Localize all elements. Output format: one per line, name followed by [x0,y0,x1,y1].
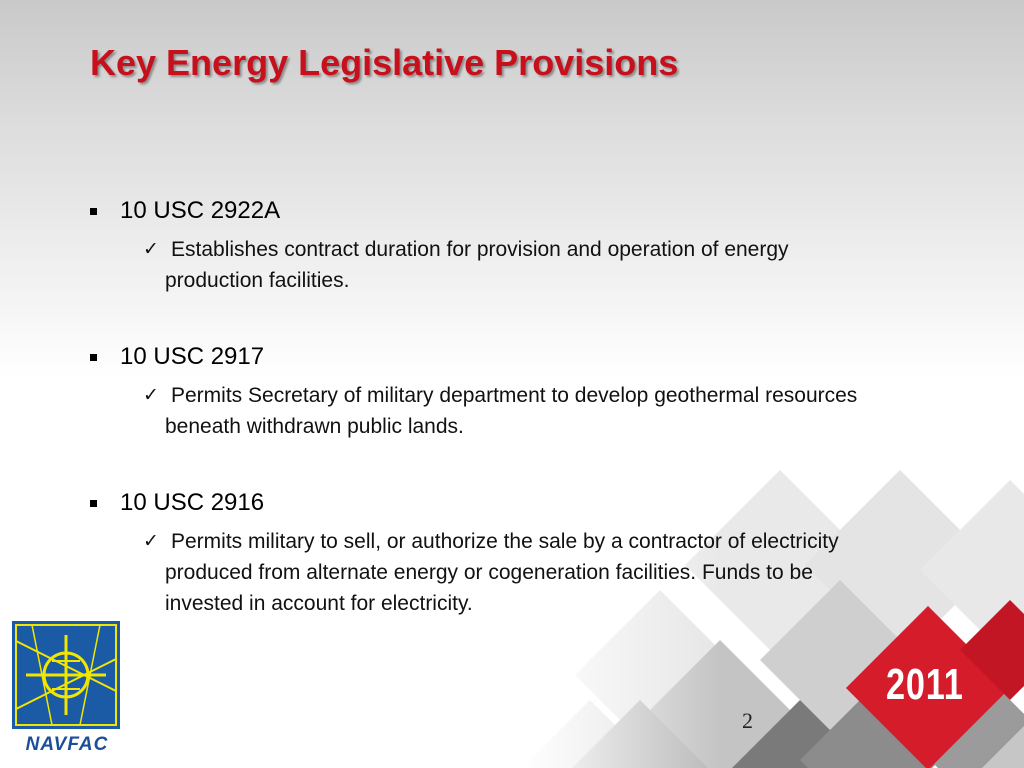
square-bullet-icon [90,354,97,361]
list-item-detail-row [88,526,885,619]
list-item [88,488,988,619]
list-item-heading-row [88,342,988,372]
list-item [88,342,988,442]
list-item-detail: Permits Secretary of military department to develop geothermal resources beneath withdrawn public lands. [165,384,858,438]
list-item-detail: Establishes contract duration for provision and operation of energy production facilities. [165,238,789,292]
list-item-detail: Permits military to sell, or authorize the sale by a contractor of electricity produced from alternate energy or cogeneration facilities. Funds to be invested in account for electricity. [165,530,839,615]
list-item-detail-row [88,380,885,442]
checkmark-icon: ✓ [143,384,159,406]
square-bullet-icon [90,500,97,507]
checkmark-icon: ✓ [143,530,159,552]
logo-wordmark: NAVFAC [25,734,109,755]
list-item-heading-row [88,196,988,226]
list-item [88,196,988,296]
slide-title: Key Energy Legislative Provisions [90,42,679,83]
navfac-logo [12,621,122,756]
list-item-heading-row [88,488,988,518]
navfac-crosshair-icon [12,621,120,729]
provisions-list [88,196,988,619]
list-item-detail-row [88,234,885,296]
checkmark-icon: ✓ [143,238,159,260]
list-item-heading: 10 USC 2916 [120,489,265,516]
year-badge: 2011 [886,660,964,709]
list-item-heading: 10 USC 2922A [120,197,281,224]
square-bullet-icon [90,208,97,215]
list-item-heading: 10 USC 2917 [120,343,265,370]
page-number: 2 [742,708,753,733]
